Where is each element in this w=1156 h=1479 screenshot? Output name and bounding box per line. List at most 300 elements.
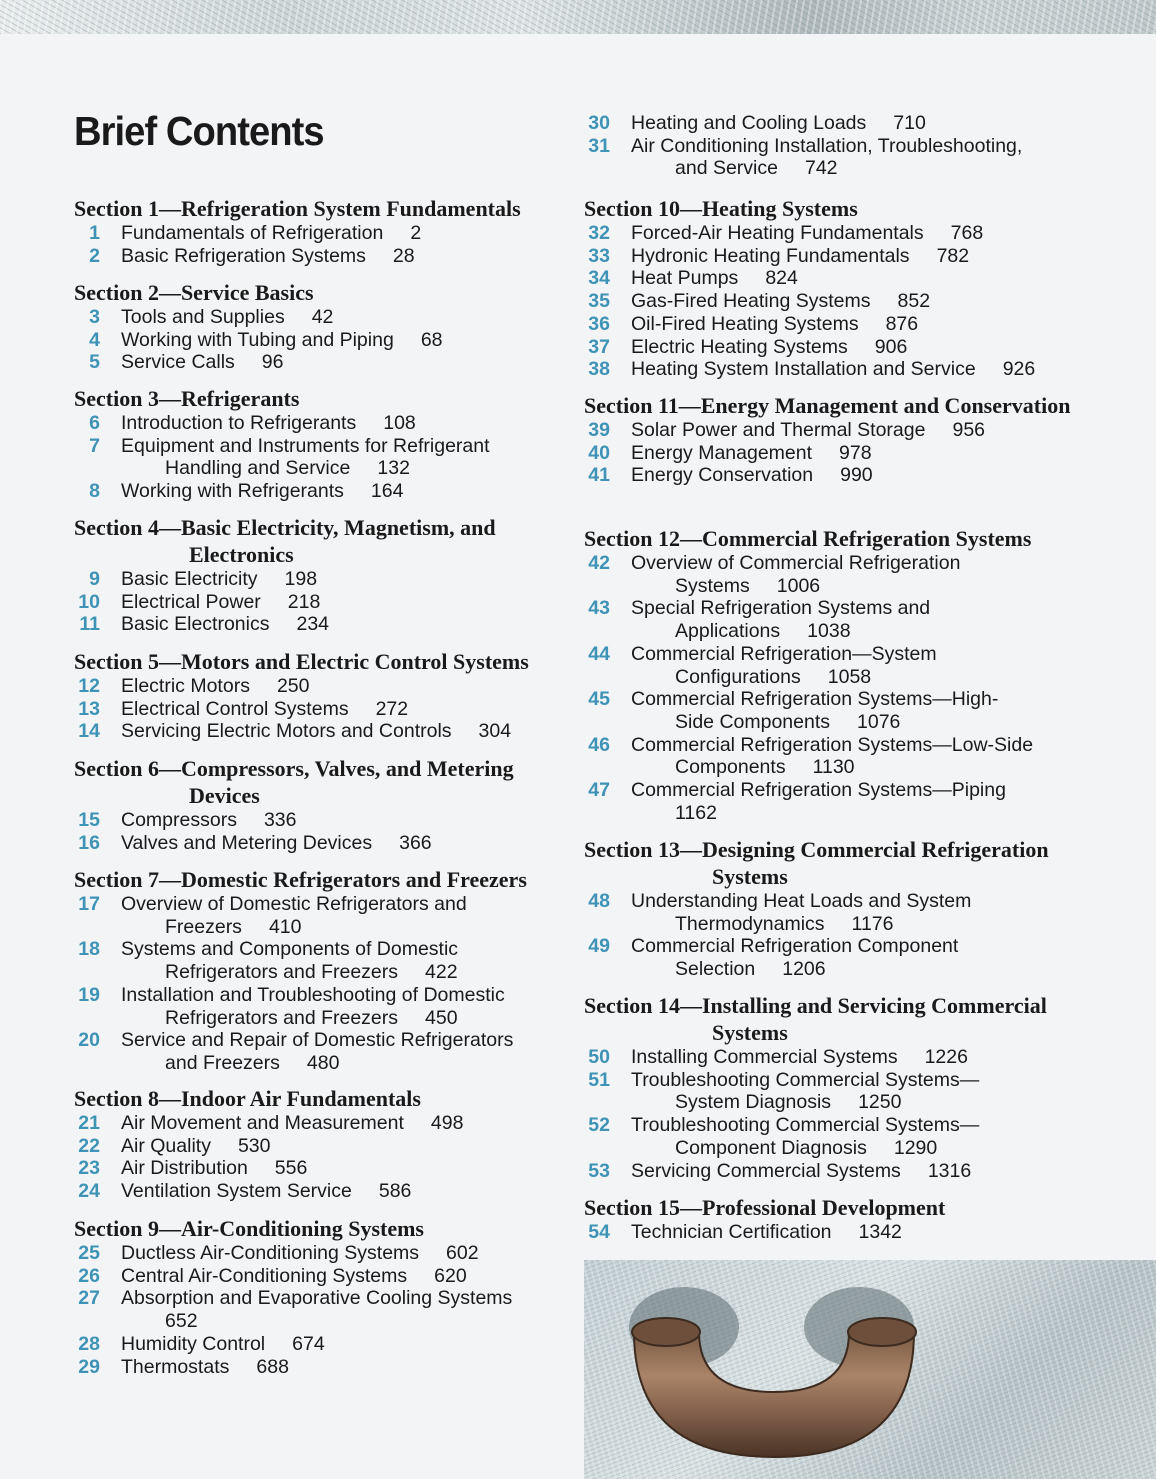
chapter-title-text: Servicing Commercial Systems — [631, 1159, 901, 1182]
chapter-title-text: Air Distribution — [121, 1157, 248, 1180]
chapter-number: 40 — [588, 441, 610, 464]
chapter-entry[interactable] — [74, 329, 564, 352]
chapter-title — [121, 245, 560, 268]
chapter-entry[interactable] — [584, 290, 1104, 313]
chapter-title-text-2: Refrigerators and Freezers — [165, 1006, 399, 1029]
chapter-title-text: Commercial Refrigeration Systems—Piping — [631, 779, 1006, 802]
copper-pipe-photo — [584, 1260, 1156, 1479]
chapter-title-continuation — [631, 1137, 1100, 1160]
chapter-number: 25 — [78, 1242, 100, 1264]
chapter-number: 51 — [588, 1068, 610, 1091]
chapter-page-number: 450 — [425, 1006, 458, 1029]
chapter-title-text-2: Refrigerators and Freezers — [165, 961, 399, 984]
chapter-entry[interactable] — [584, 358, 1104, 381]
chapter-number: 33 — [588, 244, 610, 267]
chapter-title-text: Introduction to Refrigerants — [121, 412, 357, 434]
chapter-title — [631, 419, 1100, 442]
chapter-title-text: Gas-Fired Heating Systems — [631, 290, 871, 313]
chapter-page-number: 674 — [292, 1332, 325, 1355]
chapter-title-text-2: Side Components — [675, 710, 831, 733]
chapter-title-text: Fundamentals of Refrigeration — [121, 222, 384, 244]
chapter-title-text: Heating System Installation and Service — [631, 358, 976, 381]
chapter-page-number: 108 — [383, 412, 416, 434]
chapter-title-text: Oil-Fired Heating Systems — [631, 312, 859, 335]
chapter-title-text-2: and Service — [675, 157, 778, 180]
chapter-title — [121, 720, 560, 743]
chapter-page-number: 336 — [263, 809, 297, 831]
chapter-title — [121, 1157, 560, 1180]
chapter-page-number: 602 — [446, 1242, 479, 1264]
chapter-title — [631, 1069, 1100, 1114]
chapter-title — [121, 675, 560, 698]
chapter-entry[interactable] — [584, 464, 1104, 487]
chapter-title-text: Troubleshooting Commercial Systems— — [631, 1114, 980, 1137]
chapter-number: 30 — [588, 112, 610, 134]
section-heading: Section 13—Designing Commercial Refrigeration Systems — [584, 837, 1049, 889]
chapter-entry[interactable] — [584, 1046, 1104, 1069]
chapter-entry[interactable] — [74, 1265, 564, 1288]
chapter-title — [121, 1029, 560, 1074]
chapter-title-continuation — [121, 1310, 560, 1333]
chapter-title-continuation — [631, 711, 1100, 734]
chapter-number: 19 — [78, 983, 100, 1006]
chapter-title — [631, 135, 1100, 180]
chapter-title-text: Systems and Components of Domestic — [121, 938, 459, 961]
chapter-entry[interactable] — [74, 613, 564, 636]
chapter-title-continuation — [121, 457, 560, 480]
chapter-title-continuation — [631, 620, 1100, 643]
chapter-title-text-2: and Freezers — [165, 1051, 280, 1074]
chapter-number: 53 — [588, 1159, 610, 1182]
chapter-number: 7 — [89, 434, 100, 457]
chapter-page-number: 688 — [256, 1355, 289, 1378]
toc-section-s6 — [74, 755, 564, 854]
chapter-title-text: Thermostats — [121, 1355, 230, 1378]
chapter-page-number: 410 — [268, 915, 302, 938]
chapter-page-number: 1206 — [782, 958, 826, 981]
toc-section-s15 — [584, 1194, 1104, 1244]
chapter-title-continuation — [631, 958, 1100, 981]
chapter-entry[interactable] — [74, 591, 564, 614]
section-heading: Section 5—Motors and Electric Control Systems — [74, 649, 529, 674]
chapter-entry[interactable] — [74, 435, 564, 480]
chapter-page-number: 272 — [375, 697, 409, 720]
chapter-title-text-2: System Diagnosis — [675, 1091, 832, 1114]
chapter-title-text: Basic Electricity — [121, 568, 258, 590]
chapter-page-number: 164 — [370, 480, 404, 503]
chapter-title-text-2: Components — [675, 756, 786, 779]
chapter-title-continuation — [631, 756, 1100, 779]
chapter-number: 52 — [588, 1114, 610, 1137]
chapter-title — [121, 1356, 560, 1379]
chapter-title — [121, 591, 560, 614]
chapter-page-number: 68 — [420, 328, 443, 351]
chapter-title — [631, 313, 1100, 336]
chapter-number: 21 — [78, 1112, 100, 1134]
chapter-title — [121, 412, 560, 435]
chapter-number: 11 — [79, 613, 100, 636]
chapter-title-text: Servicing Electric Motors and Controls — [121, 720, 452, 743]
chapter-number: 50 — [588, 1046, 610, 1068]
chapter-title — [121, 435, 560, 480]
toc-section-s8 — [74, 1085, 564, 1203]
chapter-entry[interactable] — [74, 1112, 564, 1135]
chapter-title — [631, 336, 1100, 359]
chapter-entry[interactable] — [584, 336, 1104, 359]
chapter-title — [121, 613, 560, 636]
chapter-entry[interactable] — [74, 1333, 564, 1356]
chapter-title-text-2: Applications — [675, 620, 781, 643]
toc-section-s2 — [74, 279, 564, 374]
chapter-title-text: Hydronic Heating Fundamentals — [631, 244, 910, 267]
chapter-title — [121, 1287, 560, 1332]
chapter-title-text-2: Handling and Service — [165, 457, 351, 480]
chapter-title-text: Valves and Metering Devices — [121, 831, 373, 854]
chapter-entry[interactable] — [74, 698, 564, 721]
chapter-entry[interactable] — [584, 112, 1104, 135]
chapter-title-continuation — [121, 1007, 560, 1030]
chapter-number: 48 — [588, 890, 610, 912]
chapter-title — [121, 1265, 560, 1288]
chapter-title — [121, 1112, 560, 1135]
chapter-title-text: Commercial Refrigeration Component — [631, 935, 959, 958]
chapter-title-text: Commercial Refrigeration Systems—High- — [631, 688, 999, 711]
toc-section-s13 — [584, 836, 1104, 981]
chapter-title-text: Installation and Troubleshooting of Domestic — [121, 983, 505, 1006]
chapter-title-text-2: Freezers — [165, 915, 242, 938]
chapter-title — [121, 938, 560, 983]
chapter-number: 29 — [78, 1355, 100, 1378]
chapter-title-text: Electric Motors — [121, 675, 250, 697]
chapter-title — [121, 698, 560, 721]
chapter-entry[interactable] — [74, 412, 564, 435]
chapter-title — [631, 890, 1100, 935]
chapter-title — [121, 351, 560, 374]
chapter-entry[interactable] — [584, 267, 1104, 290]
chapter-number: 26 — [78, 1264, 100, 1287]
chapter-page-number: 1226 — [924, 1046, 968, 1068]
chapter-page-number: 620 — [434, 1264, 467, 1287]
toc-section-s10 — [584, 195, 1104, 381]
chapter-entry[interactable] — [74, 1135, 564, 1158]
chapter-page-number: 990 — [840, 464, 873, 487]
chapter-entry[interactable] — [74, 1029, 564, 1074]
chapter-title-text: Service and Repair of Domestic Refrigerators — [121, 1029, 514, 1052]
chapter-title-text-2: Configurations — [675, 665, 801, 688]
chapter-entry[interactable] — [74, 1180, 564, 1203]
chapter-title-text-2: Component Diagnosis — [675, 1136, 867, 1159]
chapter-title-continuation — [631, 666, 1100, 689]
chapter-title-text: Heating and Cooling Loads — [631, 112, 867, 134]
chapter-page-number: 586 — [378, 1180, 412, 1203]
chapter-title-text: Electrical Power — [121, 590, 261, 613]
chapter-page-number: 218 — [287, 590, 321, 613]
chapter-entry[interactable] — [584, 643, 1104, 688]
chapter-entry[interactable] — [584, 245, 1104, 268]
toc-section-s14 — [584, 992, 1104, 1182]
chapter-title-text: Tools and Supplies — [121, 306, 285, 328]
section-heading: Section 4—Basic Electricity, Magnetism, and Electronics — [74, 515, 496, 567]
chapter-number: 15 — [78, 809, 100, 831]
chapter-title-text: Basic Refrigeration Systems — [121, 244, 366, 267]
chapter-entry[interactable] — [74, 1287, 564, 1332]
toc-section-s11 — [584, 392, 1104, 487]
chapter-number: 9 — [89, 568, 100, 590]
chapter-entry[interactable] — [584, 779, 1104, 824]
chapter-number: 5 — [89, 351, 100, 374]
chapter-title — [121, 1135, 560, 1158]
chapter-entry[interactable] — [584, 313, 1104, 336]
chapter-page-number: 876 — [885, 312, 919, 335]
chapter-title-text: Ductless Air-Conditioning Systems — [121, 1242, 420, 1264]
toc-section-s9-cont — [584, 112, 1104, 180]
chapter-page-number: 42 — [311, 306, 334, 328]
chapter-title — [121, 832, 560, 855]
chapter-number: 41 — [588, 464, 610, 487]
chapter-title — [631, 267, 1100, 290]
chapter-entry[interactable] — [74, 938, 564, 983]
chapter-title-continuation — [631, 157, 1100, 180]
chapter-title-text: Air Movement and Measurement — [121, 1112, 404, 1134]
toc-section-s1 — [74, 195, 564, 267]
toc-section-s4 — [74, 514, 564, 636]
chapter-title-continuation — [631, 575, 1100, 598]
chapter-number: 6 — [89, 412, 100, 434]
section-heading: Section 11—Energy Management and Conservation — [584, 393, 1071, 418]
section-heading: Section 2—Service Basics — [74, 280, 314, 305]
section-heading: Section 6—Compressors, Valves, and Metering Devices — [74, 756, 514, 808]
chapter-entry[interactable] — [584, 890, 1104, 935]
chapter-number: 24 — [78, 1180, 100, 1203]
chapter-number: 32 — [588, 222, 610, 244]
chapter-title-text: Compressors — [121, 809, 237, 831]
chapter-page-number: 530 — [237, 1134, 271, 1157]
chapter-number: 16 — [78, 831, 100, 854]
chapter-title — [631, 442, 1100, 465]
section-heading: Section 9—Air-Conditioning Systems — [74, 1216, 424, 1241]
chapter-title — [631, 1046, 1100, 1069]
chapter-number: 10 — [78, 590, 100, 613]
chapter-number: 49 — [588, 935, 610, 958]
section-heading: Section 12—Commercial Refrigeration Systems — [584, 526, 1032, 551]
chapter-entry[interactable] — [74, 675, 564, 698]
chapter-title-text: Absorption and Evaporative Cooling Systems — [121, 1287, 513, 1310]
chapter-number: 23 — [78, 1157, 100, 1180]
chapter-title-text-2: Thermodynamics — [675, 912, 825, 935]
chapter-entry[interactable] — [74, 832, 564, 855]
chapter-title — [631, 464, 1100, 487]
toc-section-s9 — [74, 1215, 564, 1378]
chapter-page-number: 956 — [952, 419, 986, 441]
chapter-title-text-2: Selection — [675, 958, 756, 981]
chapter-entry[interactable] — [584, 597, 1104, 642]
chapter-title — [631, 935, 1100, 980]
chapter-title — [121, 329, 560, 352]
chapter-title — [631, 1221, 1100, 1244]
chapter-page-number: 480 — [306, 1051, 340, 1074]
chapter-page-number: 28 — [392, 244, 415, 267]
chapter-title — [121, 1242, 560, 1265]
chapter-title-continuation — [631, 802, 1100, 825]
chapter-title-continuation — [631, 913, 1100, 936]
chapter-entry[interactable] — [584, 552, 1104, 597]
chapter-entry[interactable] — [584, 1160, 1104, 1183]
chapter-number: 18 — [78, 938, 100, 961]
chapter-entry[interactable] — [584, 222, 1104, 245]
chapter-page-number: 1130 — [812, 756, 855, 779]
chapter-title-text: Solar Power and Thermal Storage — [631, 419, 926, 441]
chapter-entry[interactable] — [74, 568, 564, 591]
chapter-title-text-2: Systems — [675, 574, 750, 597]
chapter-number: 12 — [78, 675, 100, 697]
chapter-entry[interactable] — [584, 135, 1104, 180]
chapter-page-number: 782 — [936, 244, 970, 267]
chapter-title — [631, 597, 1100, 642]
chapter-title-text: Installing Commercial Systems — [631, 1046, 898, 1068]
chapter-title — [631, 643, 1100, 688]
chapter-title-text: Basic Electronics — [121, 613, 270, 636]
chapter-entry[interactable] — [74, 809, 564, 832]
chapter-page-number: 250 — [276, 675, 310, 697]
chapter-entry[interactable] — [584, 419, 1104, 442]
toc-section-s3 — [74, 385, 564, 503]
chapter-entry[interactable] — [74, 984, 564, 1029]
chapter-title-text: Troubleshooting Commercial Systems— — [631, 1068, 980, 1091]
chapter-number: 46 — [588, 733, 610, 756]
chapter-page-number: 422 — [425, 961, 458, 984]
chapter-title — [631, 290, 1100, 313]
chapter-number: 36 — [588, 312, 610, 335]
chapter-title — [631, 779, 1100, 824]
chapter-page-number: 1058 — [827, 665, 872, 688]
chapter-entry[interactable] — [74, 480, 564, 503]
chapter-title — [631, 112, 1100, 135]
chapter-title-text: Heat Pumps — [631, 267, 739, 290]
chapter-page-number: 768 — [950, 222, 984, 244]
chapter-page-number: 234 — [296, 613, 330, 636]
chapter-title-continuation — [121, 1052, 560, 1075]
section-heading: Section 14—Installing and Servicing Commercial Systems — [584, 993, 1047, 1045]
chapter-page-number: 1006 — [776, 574, 821, 597]
chapter-title-text: Ventilation System Service — [121, 1180, 352, 1203]
chapter-title-text: Overview of Domestic Refrigerators and — [121, 893, 467, 915]
chapter-number: 1 — [89, 222, 100, 244]
chapter-entry[interactable] — [584, 1069, 1104, 1114]
chapter-number: 8 — [89, 480, 100, 503]
chapter-page-number: 1316 — [927, 1159, 972, 1182]
chapter-entry[interactable] — [74, 1242, 564, 1265]
chapter-title-text: Special Refrigeration Systems and — [631, 597, 931, 620]
chapter-number: 2 — [89, 244, 100, 267]
chapter-number: 13 — [78, 697, 100, 720]
chapter-number: 14 — [78, 720, 100, 743]
chapter-page-number: 978 — [839, 441, 872, 464]
chapter-page-number: 498 — [430, 1112, 464, 1134]
chapter-title-text: Commercial Refrigeration Systems—Low-Side — [631, 733, 1034, 756]
chapter-title-text: Forced-Air Heating Fundamentals — [631, 222, 924, 244]
chapter-entry[interactable] — [74, 306, 564, 329]
chapter-title-text: Commercial Refrigeration—System — [631, 642, 937, 665]
chapter-number: 39 — [588, 419, 610, 441]
chapter-title — [631, 222, 1100, 245]
chapter-entry[interactable] — [74, 720, 564, 743]
chapter-title-text: Equipment and Instruments for Refrigerant — [121, 434, 490, 457]
chapter-number: 17 — [78, 893, 100, 915]
chapter-title-text: Working with Refrigerants — [121, 480, 344, 503]
chapter-page-number: 824 — [765, 267, 798, 290]
chapter-title — [631, 734, 1100, 779]
chapter-page-number: 556 — [274, 1157, 308, 1180]
chapter-entry[interactable] — [584, 935, 1104, 980]
chapter-title-continuation — [631, 1091, 1100, 1114]
chapter-page-number: 926 — [1002, 358, 1036, 381]
chapter-title — [631, 1114, 1100, 1159]
top-banner-texture — [0, 0, 1156, 34]
chapter-entry[interactable] — [74, 351, 564, 374]
chapter-entry[interactable] — [74, 222, 564, 245]
chapter-number: 3 — [89, 306, 100, 328]
chapter-number: 27 — [78, 1287, 100, 1310]
chapter-number: 31 — [588, 134, 610, 157]
chapter-page-number: 132 — [377, 457, 410, 480]
chapter-title-text: Working with Tubing and Piping — [121, 328, 394, 351]
chapter-title — [121, 568, 560, 591]
chapter-entry[interactable] — [74, 1356, 564, 1379]
toc-section-s12 — [584, 525, 1104, 824]
chapter-title-text: Energy Management — [631, 441, 813, 464]
chapter-entry[interactable] — [584, 1221, 1104, 1244]
chapter-page-number: 710 — [893, 112, 926, 134]
chapter-page-number: 852 — [897, 290, 931, 313]
chapter-number: 35 — [588, 290, 610, 313]
chapter-page-number: 1038 — [807, 620, 851, 643]
chapter-page-number: 1162 — [675, 801, 717, 824]
section-heading: Section 3—Refrigerants — [74, 386, 300, 411]
chapter-entry[interactable] — [584, 734, 1104, 779]
chapter-title-text: Air Conditioning Installation, Troubleshooting, — [631, 134, 1023, 157]
chapter-page-number: 906 — [874, 335, 908, 358]
chapter-number: 22 — [78, 1134, 100, 1157]
chapter-title — [121, 893, 560, 938]
chapter-title — [631, 358, 1100, 381]
chapter-page-number: 742 — [804, 157, 838, 180]
chapter-page-number: 1342 — [858, 1221, 902, 1243]
chapter-title — [121, 1180, 560, 1203]
chapter-entry[interactable] — [584, 688, 1104, 733]
section-heading: Section 8—Indoor Air Fundamentals — [74, 1086, 421, 1111]
chapter-page-number: 2 — [410, 222, 422, 244]
chapter-page-number: 96 — [261, 351, 284, 374]
chapter-entry[interactable] — [584, 1114, 1104, 1159]
chapter-page-number: 652 — [165, 1310, 198, 1333]
chapter-number: 47 — [588, 779, 610, 802]
chapter-number: 34 — [588, 267, 610, 290]
chapter-title-continuation — [121, 961, 560, 984]
chapter-title-text: Humidity Control — [121, 1332, 266, 1355]
chapter-page-number: 1176 — [851, 912, 894, 935]
page-title: Brief Contents — [74, 108, 324, 154]
chapter-page-number: 1076 — [857, 710, 901, 733]
chapter-entry[interactable] — [74, 893, 564, 938]
chapter-entry[interactable] — [74, 1157, 564, 1180]
chapter-entry[interactable] — [74, 245, 564, 268]
copper-elbow-image — [614, 1272, 944, 1462]
chapter-number: 38 — [588, 358, 610, 381]
chapter-entry[interactable] — [584, 442, 1104, 465]
chapter-page-number: 1250 — [858, 1091, 902, 1114]
chapter-page-number: 1290 — [893, 1136, 938, 1159]
chapter-title-text: Technician Certification — [631, 1221, 832, 1243]
